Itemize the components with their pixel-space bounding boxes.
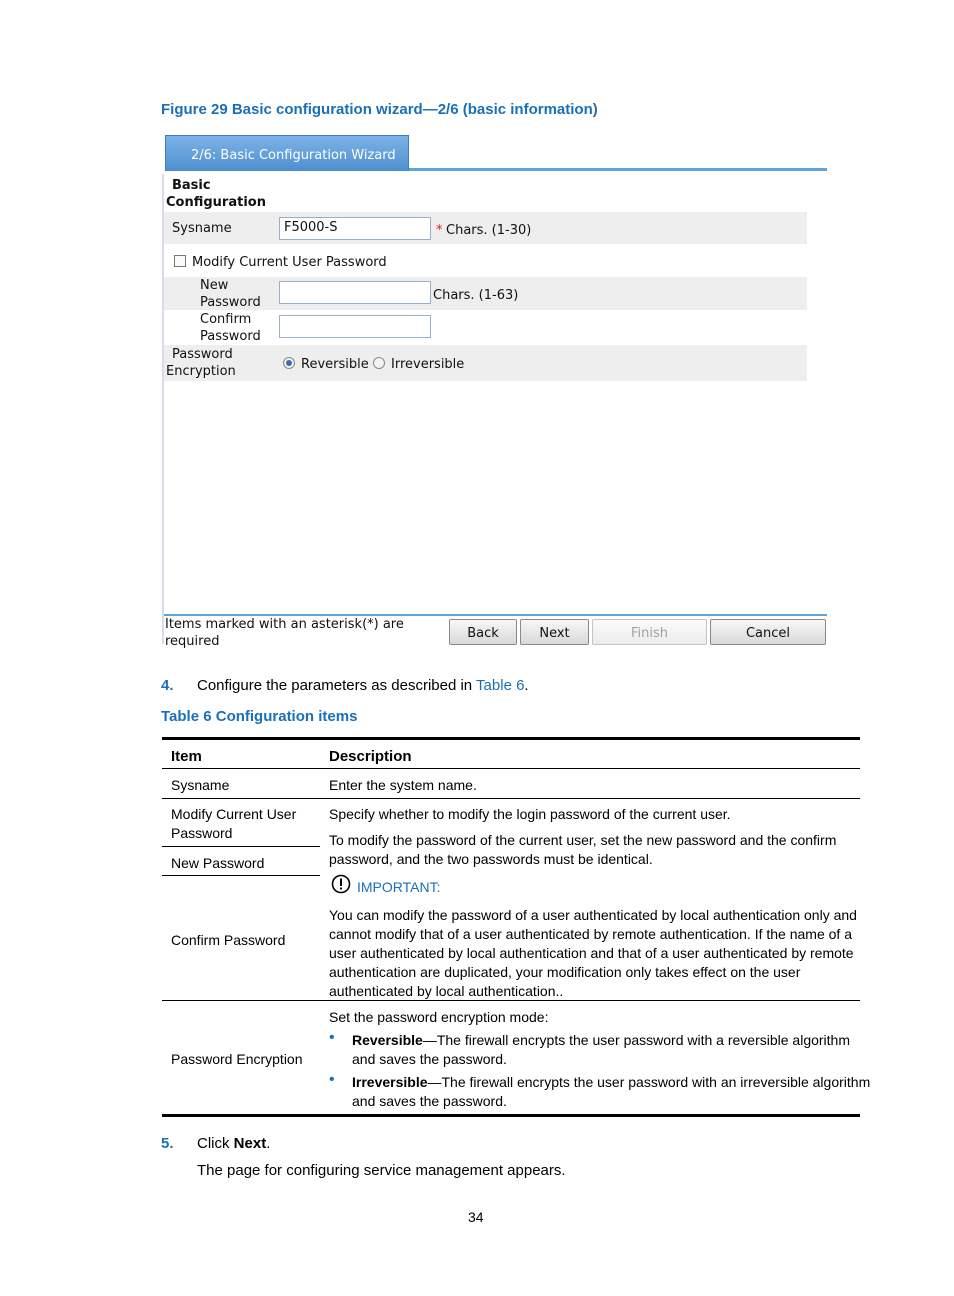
page-number: 34 [468,1209,484,1225]
reversible-line1: Reversible—The firewall encrypts the user password with a reversible algorithm [352,1032,850,1048]
step-4-number: 4. [161,677,174,694]
modify-password-checkbox[interactable] [174,255,186,267]
required-asterisk: * [436,223,443,238]
cell-rule [162,846,320,847]
sysname-label: Sysname [172,221,232,236]
important-line: authenticated by local authentication.. [329,983,564,999]
footnote-line2: required [165,634,220,649]
table-6-link[interactable]: Table 6 [476,677,525,694]
modify-item-line1: Modify Current User [171,806,297,822]
step-5-result: The page for configuring service management appears. [197,1162,566,1179]
modify-password-label: Modify Current User Password [192,255,387,270]
bullet-dot: • [329,1029,335,1046]
encryption-label-line2: Encryption [166,364,236,379]
finish-button[interactable]: Finish [592,619,707,645]
important-icon [331,874,351,894]
new-password-hint: Chars. (1-63) [433,288,519,303]
wizard-tab[interactable]: 2/6: Basic Configuration Wizard [165,135,409,171]
header-rule [162,768,860,769]
encryption-row [164,345,807,381]
encryption-intro: Set the password encryption mode: [329,1009,549,1025]
confirm-password-item: Confirm Password [171,932,286,948]
row-rule [162,1000,860,1001]
new-password-label-line2: Password [200,295,261,310]
password-desc-1: Specify whether to modify the login password of the current user. [329,806,731,822]
irreversible-radio-label: Irreversible [391,357,465,372]
sysname-item: Sysname [171,777,230,793]
new-password-input[interactable] [279,281,431,304]
wizard-screenshot [162,130,828,650]
footnote-line1: Items marked with an asterisk(*) are [165,617,404,632]
confirm-password-label-line2: Password [200,329,261,344]
important-line: authentication are duplicated, your modification only takes effect on the user [329,964,801,980]
modify-item-line2: Password [171,825,233,841]
cancel-button[interactable]: Cancel [710,619,826,645]
irreversible-line1: Irreversible—The firewall encrypts the user password with an irreversible algorithm [352,1074,871,1090]
sysname-description: Enter the system name. [329,777,477,793]
sysname-hint: Chars. (1-30) [446,223,532,238]
reversible-line2: and saves the password. [352,1051,507,1067]
reversible-radio-label: Reversible [301,357,369,372]
table-bottom-rule [162,1114,860,1117]
bullet-dot: • [329,1071,335,1088]
section-title-line2: Configuration [166,195,266,210]
encryption-item: Password Encryption [171,1051,303,1067]
step-5-text: Click Next. [197,1135,271,1152]
important-line: cannot modify that of a user authenticated by remote authentication. If the name of a [329,926,852,942]
new-password-item: New Password [171,855,265,871]
reversible-radio[interactable] [283,357,295,369]
back-button[interactable]: Back [449,619,517,645]
confirm-password-label-line1: Confirm [200,312,252,327]
next-button[interactable]: Next [520,619,589,645]
irreversible-radio[interactable] [373,357,385,369]
sysname-input[interactable]: F5000-S [279,217,431,240]
new-password-label-line1: New [200,278,229,293]
important-line: user authenticated by local authentication and that of a user authenticated by remote [329,945,854,961]
important-label: IMPORTANT: [357,879,441,895]
password-desc-2-line1: To modify the password of the current user, set the new password and the confirm [329,832,837,848]
wizard-tab-underline [409,168,827,171]
step-5-number: 5. [161,1135,174,1152]
step-4-text: Configure the parameters as described in Table 6. [197,677,529,694]
confirm-password-input[interactable] [279,315,431,338]
encryption-label-line1: Password [172,347,233,362]
table-top-rule [162,737,860,740]
section-title-line1: Basic [172,178,211,193]
important-line: You can modify the password of a user authenticated by local authentication only and [329,907,857,923]
header-item: Item [171,748,202,765]
irreversible-line2: and saves the password. [352,1093,507,1109]
cell-rule [162,875,320,876]
password-desc-2-line2: password, and the two passwords must be identical. [329,851,653,867]
figure-caption: Figure 29 Basic configuration wizard—2/6 (basic information) [161,101,598,118]
header-description: Description [329,748,412,765]
table-caption: Table 6 Configuration items [161,708,358,725]
wizard-left-border [162,174,164,644]
row-rule [162,798,860,799]
